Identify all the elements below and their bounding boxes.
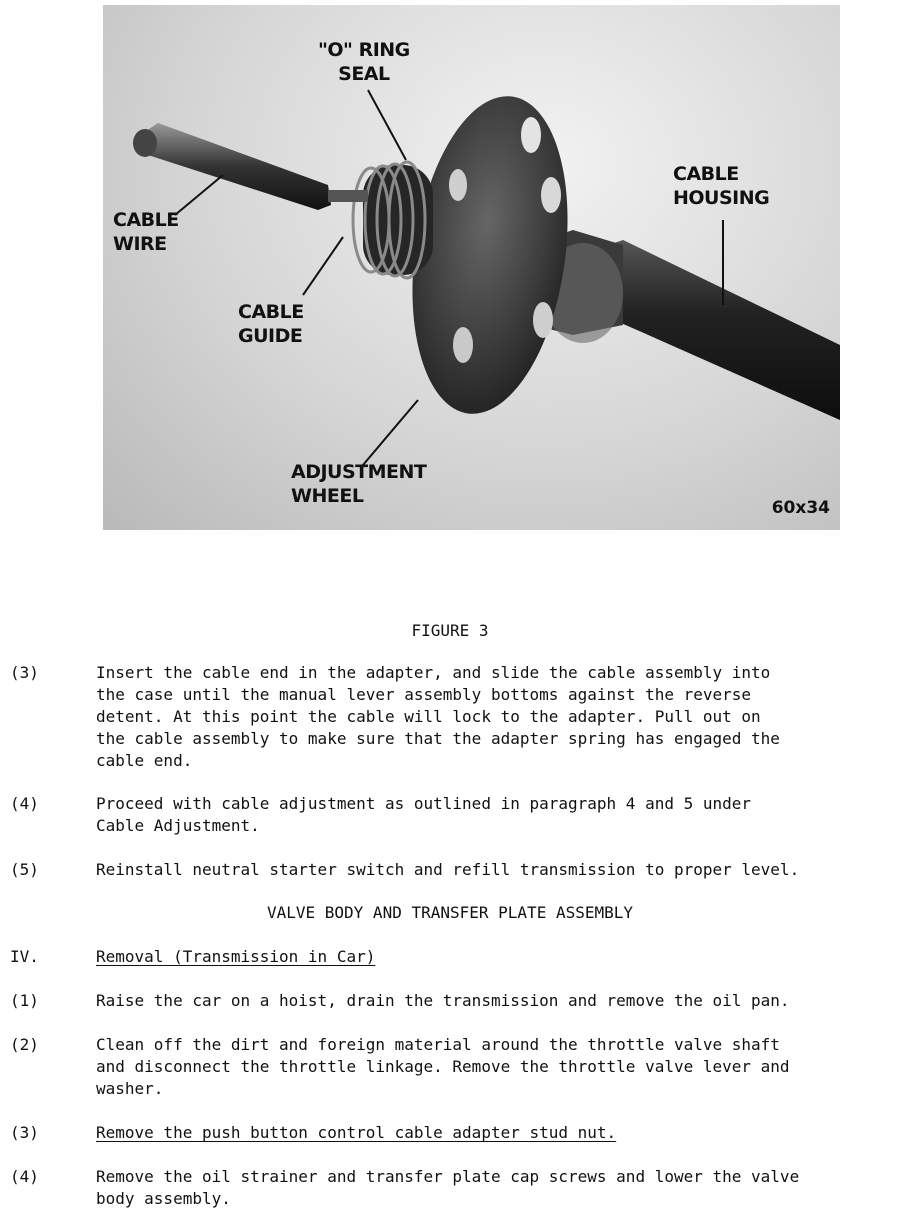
step-text: Remove the oil strainer and transfer plate cap screws and lower the valve body assembly.	[96, 1167, 800, 1208]
step-text: Insert the cable end in the adapter, and slide the cable assembly into the case until the manual lever assembly bottoms against the reverse detent. At this point the cable will lock to the adapter. Pull out on the cable assembly to make sure that the adapter spring has engaged the cable end.	[96, 663, 780, 770]
step-number: (1)	[10, 991, 39, 1010]
step-number: (3)	[10, 663, 39, 682]
section-title: VALVE BODY AND TRANSFER PLATE ASSEMBLY	[266, 903, 634, 922]
figure-photo	[103, 5, 840, 530]
cable-housing-label: CABLE HOUSING	[673, 163, 770, 209]
step-text: Proceed with cable adjustment as outlined in paragraph 4 and 5 under Cable Adjustment.	[96, 794, 752, 835]
o-ring-seal-label: "O" RING SEAL	[318, 39, 410, 85]
step-text: Reinstall neutral starter switch and refill transmission to proper level.	[96, 860, 800, 879]
section-heading-title: Removal (Transmission in Car)	[96, 947, 376, 966]
step-text: Clean off the dirt and foreign material around the throttle valve shaft and disconnect the throttle linkage. Remove the throttle valve lever and washer.	[96, 1035, 790, 1098]
figure-caption: FIGURE 3	[411, 621, 489, 640]
step-number: (3)	[10, 1123, 39, 1142]
step-text: Remove the push button control cable adapter stud nut.	[96, 1123, 617, 1142]
step-number: (4)	[10, 1167, 39, 1186]
cable-wire-shape	[143, 123, 331, 210]
step-number: (4)	[10, 794, 39, 813]
adjustment-wheel-label: ADJUSTMENT WHEEL	[291, 461, 427, 507]
step-number: (5)	[10, 860, 39, 879]
step-number: (2)	[10, 1035, 39, 1054]
section-number: IV.	[10, 947, 39, 966]
cable-guide-label: CABLE GUIDE	[238, 301, 304, 347]
cable-guide-shape	[353, 162, 433, 278]
step-text: Raise the car on a hoist, drain the transmission and remove the oil pan.	[96, 991, 790, 1010]
plate-number: 60x34	[771, 498, 830, 518]
cable-assembly-illustration	[103, 5, 840, 530]
cable-wire-label: CABLE WIRE	[113, 209, 179, 255]
